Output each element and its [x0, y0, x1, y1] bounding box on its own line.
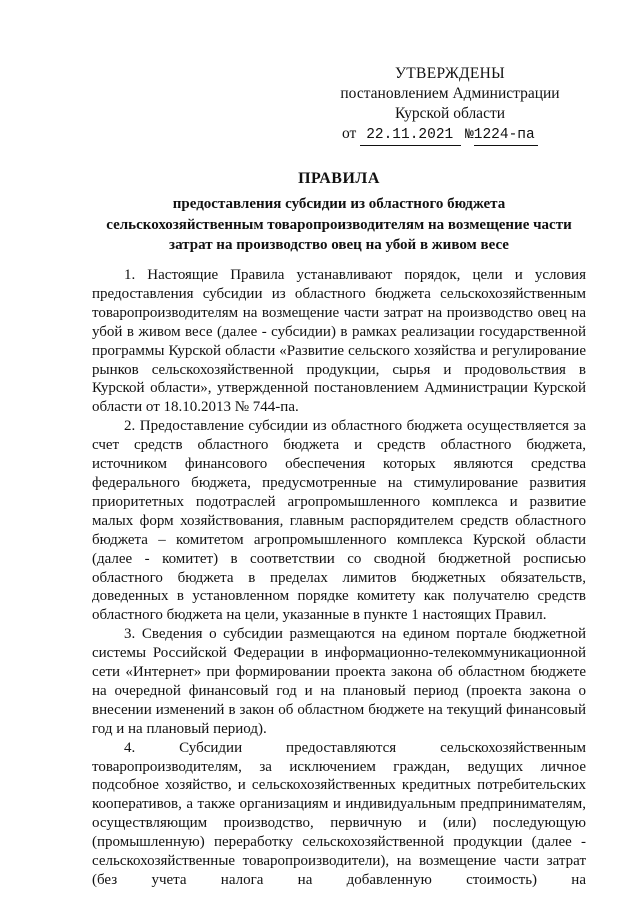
paragraph-3: 3. Сведения о субсидии размещаются на едином портале бюджетной системы Российской Федерации в информационно-телекоммуникационной сети «Интернет» при формировании проекта закона об областном бюджете на очередной финансовый год и на плановый период (проекта закона о внесении изменений в закон об областном бюджете на текущий финансовый год и на плановый период).	[92, 626, 586, 737]
document-body	[92, 266, 586, 890]
document-subtitle-2: сельскохозяйственным товаропроизводителям на возмещение части	[106, 216, 572, 233]
date-prefix: от	[342, 125, 357, 142]
approval-heading: УТВЕРЖДЕНЫ	[395, 65, 505, 82]
number-prefix: №	[465, 127, 474, 143]
paragraph-1: 1. Настоящие Правила устанавливают порядок, цели и условия предоставления субсидии из областного бюджета сельскохозяйственным товаропроизводителям на возмещение части затрат на производство овец на убой в живом весе (далее - субсидии) в рамках реализации государственной программы Курской области «Развитие сельского хозяйства и регулирование рынков сельскохозяйственной продукции, сырья и продовольствия в Курской области», утвержденной постановлением Администрации Курской области от 18.10.2013 № 744-па.	[92, 267, 586, 416]
document-subtitle-3: затрат на производство овец на убой в живом весе	[169, 237, 509, 253]
approval-line-1: постановлением Администрации	[340, 85, 560, 102]
document-subtitle-1: предоставления субсидии из областного бюджета	[172, 196, 506, 212]
paragraph-2: 2. Предоставление субсидии из областного бюджета осуществляется за счет средств областного бюджета и средств областного бюджета, источником финансового обеспечения которых являются средства федерального бюджета, предусмотренные на стимулирование развития приоритетных подотраслей агропромышленного комплекса и развитие малых форм хозяйствования, главным распорядителем средств областного бюджета – комитетом агропромышленного комплекса Курской области (далее - комитет) в соответствии со сводной бюджетной росписью областного бюджета в пределах лимитов бюджетных обязательств, доведенных в установленном порядке комитету как получателю средств областного бюджета на цели, указанные в пункте 1 настоящих Правил.	[92, 418, 586, 624]
document-title: ПРАВИЛА	[298, 170, 380, 187]
approval-line-2: Курской области	[394, 105, 506, 122]
approval-stamp	[330, 64, 570, 146]
document-title-block	[92, 170, 586, 256]
approval-date: 22.11.2021	[360, 125, 461, 146]
paragraph-4: 4. Субсидии предоставляются сельскохозяйственным товаропроизводителям, за исключением граждан, ведущих личное подсобное хозяйство, и сельскохозяйственных кредитных потребительских кооперативов, а также организациям и индивидуальным предпринимателям, осуществляющим производство, первичную и (или) последующую (промышленную) переработку сельскохозяйственной продукции (далее - сельскохозяйственные товаропроизводители), на возмещение части затрат (без учета налога на добавленную стоимость) на	[92, 739, 586, 888]
approval-date-line	[330, 124, 570, 146]
approval-number: 1224-па	[474, 125, 538, 146]
